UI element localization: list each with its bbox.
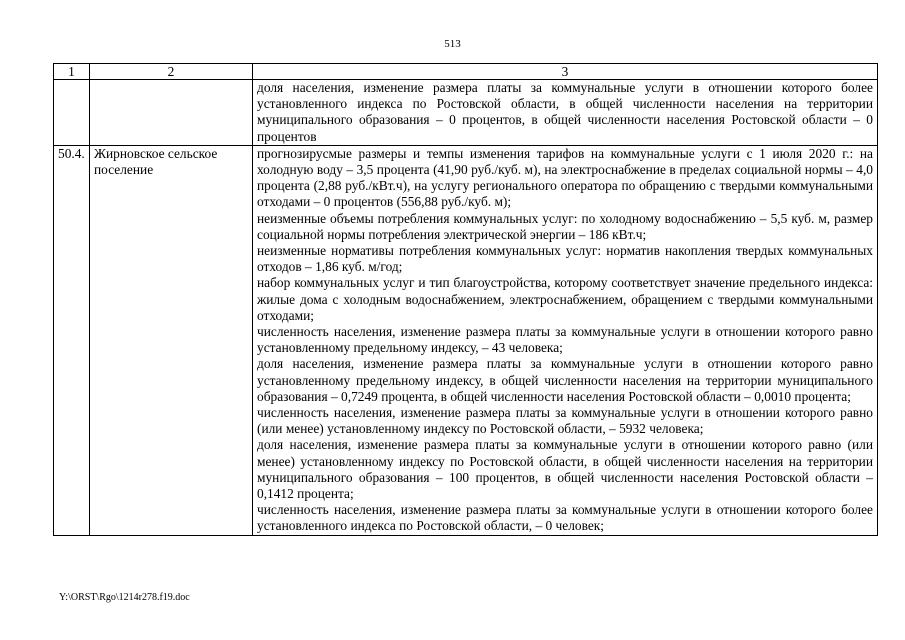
description-paragraph: доля населения, изменение размера платы за коммунальные услуги в отношении которого равно установленному предельному индексу, в общей численности населения на территории муниципального образования – 0,7249 процента, в общей численности населения Ростовской области – 0,0010 процента; (257, 356, 873, 404)
description-cell (253, 80, 878, 146)
header-cell-2: 2 (90, 64, 253, 80)
table-row (54, 145, 878, 535)
description-paragraph: доля населения, изменение размера платы за коммунальные услуги в отношении которого равно (или менее) установленному индексу по Ростовской области, в общей численности населения на территории муниципального образования – 100 процентов, в общей численности населения Ростовской области – 0,1412 процента; (257, 437, 873, 502)
description-paragraph: прогнозирусмые размеры и темпы изменения тарифов на коммунальные услуги с 1 июля 2020 г.: на холодную воду – 3,5 процента (41,90 руб./куб. м), на электроснабжение в пределах социальной нормы – 4,0 процента (2,88 руб./кВт.ч), на услугу регионального оператора по обращению с твердыми коммунальными отходами – 0 процентов (556,88 руб./куб. м); (257, 145, 873, 210)
row-number-cell: 50.4. (54, 145, 90, 535)
municipality-cell (90, 80, 253, 146)
page-number: 513 (444, 38, 461, 50)
header-cell-1: 1 (54, 64, 90, 80)
description-paragraph: неизменные объемы потребления коммунальных услуг: по холодному водоснабжению – 5,5 куб. м, размер социальной нормы потребления электрической энергии – 186 кВт.ч; (257, 210, 873, 242)
document-table (53, 63, 878, 536)
municipality-cell: Жирновское сельское поселение (90, 145, 253, 535)
description-paragraph: численность населения, изменение размера платы за коммунальные услуги в отношении которого более установленного индекса по Ростовской области, – 0 человек; (257, 502, 873, 534)
description-cell (253, 145, 878, 535)
description-paragraph: набор коммунальных услуг и тип благоустройства, которому соответствует значение предельного индекса: жилые дома с холодным водоснабжением, электроснабжением, обращением с твердыми коммунальными отходами; (257, 275, 873, 323)
description-paragraph: численность населения, изменение размера платы за коммунальные услуги в отношении которого равно установленному предельному индексу, – 43 человека; (257, 324, 873, 356)
table-header-row (54, 64, 878, 80)
description-paragraph: неизменные нормативы потребления коммунальных услуг: норматив накопления твердых коммунальных отходов – 1,86 куб. м/год; (257, 243, 873, 275)
header-cell-3: 3 (253, 64, 878, 80)
file-path-footer: Y:\ORST\Rgo\1214r278.f19.doc (59, 592, 190, 603)
description-paragraph: численность населения, изменение размера платы за коммунальные услуги в отношении которого равно (или менее) установленному индексу по Ростовской области, – 5932 человека; (257, 405, 873, 437)
description-paragraph: доля населения, изменение размера платы за коммунальные услуги в отношении которого более установленного индекса по Ростовской области, в общей численности населения на территории муниципального образования – 0 процентов, в общей численности населения Ростовской области – 0 процентов (257, 80, 873, 144)
table-row (54, 80, 878, 146)
row-number-cell (54, 80, 90, 146)
